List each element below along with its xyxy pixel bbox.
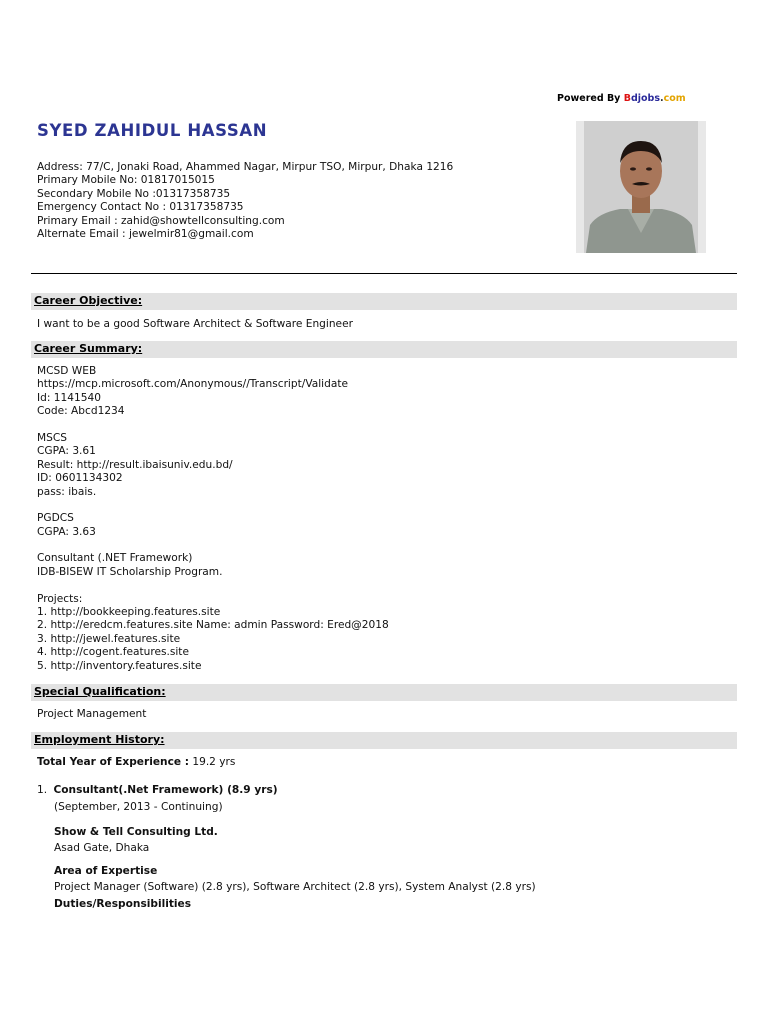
header-divider (31, 273, 737, 274)
career-summary-title: Career Summary: (34, 342, 143, 355)
employment-item-expertise: Project Manager (Software) (2.8 yrs), Software Architect (2.8 yrs), System Analyst (2.8 yrs) (54, 881, 536, 893)
summary-line: MCSD WEB (37, 365, 97, 377)
summary-line: PGDCS (37, 512, 74, 525)
employment-history-heading (31, 732, 737, 749)
summary-blank-line (37, 419, 389, 432)
employment-item-location: Asad Gate, Dhaka (54, 842, 150, 854)
employment-item-number: 1. (37, 784, 48, 796)
total-experience (37, 756, 235, 769)
employment-item-expertise-label: Area of Expertise (54, 865, 158, 877)
career-objective-text: I want to be a good Software Architect & Software Engineer (37, 318, 353, 330)
bdjobs-logo-jobs: jobs (637, 93, 660, 104)
summary-line: 3. http://jewel.features.site (37, 632, 181, 645)
powered-by-text: Powered By (557, 93, 624, 104)
summary-line: 2. http://eredcm.features.site Name: admin Password: Ered@2018 (37, 619, 389, 632)
profile-photo (576, 121, 706, 253)
secondary-mobile-line: Secondary Mobile No :01317358735 (37, 187, 231, 200)
summary-line: CGPA: 3.63 (37, 525, 96, 538)
summary-line: CGPA: 3.61 (37, 445, 96, 458)
employment-item-company: Show & Tell Consulting Ltd. (54, 826, 218, 838)
career-objective-title: Career Objective: (34, 294, 143, 307)
employment-item-period: (September, 2013 - Continuing) (54, 801, 223, 813)
employment-item-duties-label: Duties/Responsibilities (54, 898, 192, 910)
bdjobs-logo-dot: . (660, 93, 664, 104)
summary-line: pass: ibais. (37, 485, 97, 498)
summary-line: Id: 1141540 (37, 391, 101, 404)
address-line: Address: 77/C, Jonaki Road, Ahammed Nagar, Mirpur TSO, Mirpur, Dhaka 1216 (37, 161, 454, 173)
career-summary-heading (31, 341, 737, 358)
primary-mobile-line: Primary Mobile No: 01817015015 (37, 174, 215, 187)
summary-line: ID: 0601134302 (37, 472, 123, 485)
summary-blank-line (37, 499, 389, 512)
contact-info (37, 161, 453, 241)
employment-item-title-row (37, 784, 278, 797)
emergency-contact-line: Emergency Contact No : 01317358735 (37, 201, 244, 214)
summary-line: https://mcp.microsoft.com/Anonymous//Transcript/Validate (37, 378, 349, 391)
summary-line: IDB-BISEW IT Scholarship Program. (37, 565, 223, 578)
total-experience-label: Total Year of Experience : (37, 756, 189, 768)
summary-line: 5. http://inventory.features.site (37, 659, 202, 672)
bdjobs-logo-d: d (630, 93, 638, 104)
summary-line: Consultant (.NET Framework) (37, 552, 193, 565)
special-qualification-heading (31, 684, 737, 701)
summary-blank-line (37, 539, 389, 552)
candidate-name: SYED ZAHIDUL HASSAN (37, 121, 268, 140)
employment-history-title: Employment History: (34, 733, 165, 746)
bdjobs-logo-com: com (663, 93, 686, 104)
summary-line: Projects: (37, 592, 83, 605)
summary-line: Code: Abcd1234 (37, 405, 125, 418)
powered-by-bdjobs (557, 93, 686, 104)
bdjobs-logo-b: B (623, 93, 631, 104)
total-experience-value: 19.2 yrs (188, 756, 236, 768)
summary-line: Result: http://result.ibaisuniv.edu.bd/ (37, 458, 233, 471)
career-objective-heading (31, 293, 737, 310)
summary-line: 1. http://bookkeeping.features.site (37, 606, 221, 619)
primary-email-line: Primary Email : zahid@showtellconsulting.com (37, 214, 285, 227)
summary-line: MSCS (37, 431, 67, 444)
special-qualification-text: Project Management (37, 708, 147, 720)
summary-line: 4. http://cogent.features.site (37, 646, 189, 659)
employment-item-title: Consultant(.Net Framework) (8.9 yrs) (53, 784, 278, 796)
summary-blank-line (37, 579, 389, 592)
alternate-email-line: Alternate Email : jewelmir81@gmail.com (37, 228, 254, 241)
career-summary-text (37, 365, 389, 673)
special-qualification-title: Special Qualification: (34, 685, 166, 698)
